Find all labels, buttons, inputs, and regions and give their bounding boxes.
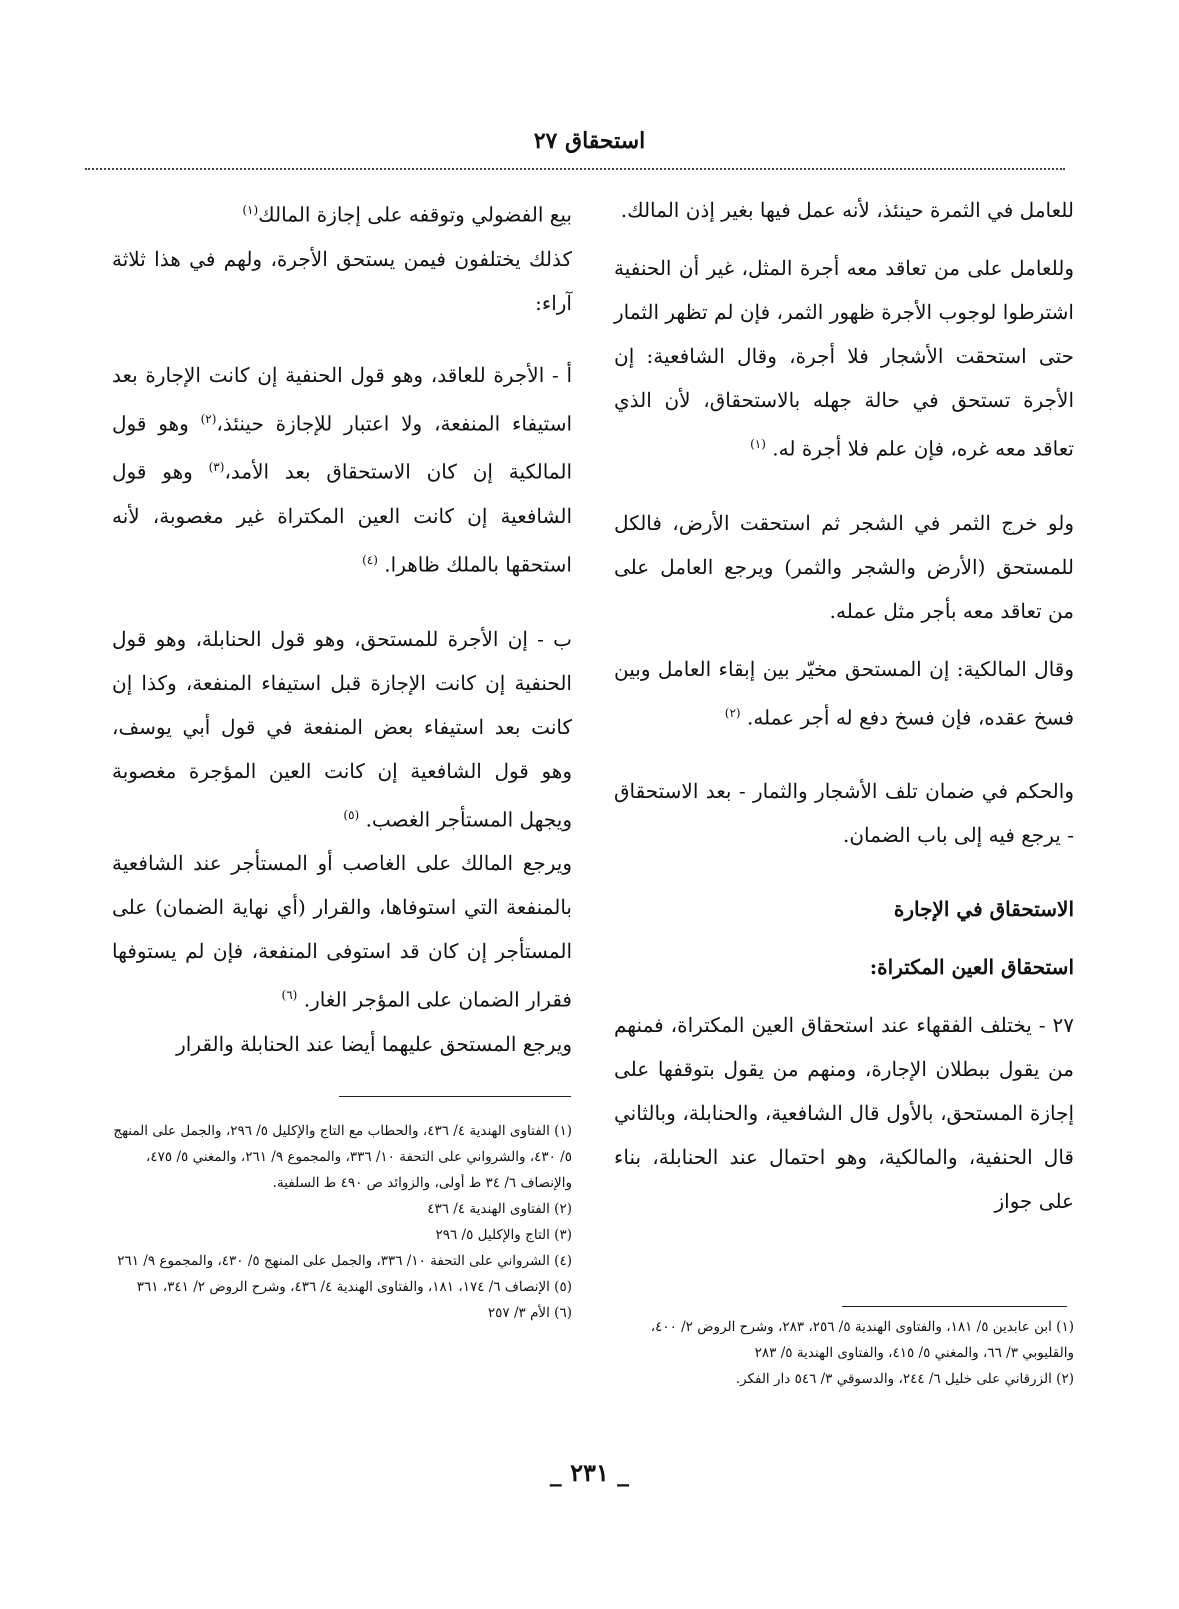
footnote-separator-left — [339, 1096, 571, 1097]
paragraph: أ - الأجرة للعاقد، وهو قول الحنفية إن كانت الإجارة بعد استيفاء المنفعة، ولا اعتبار للإجازة حينئذ،$^{(٢)}$ وهو قول المالكية إن كان الاستحقاق بعد الأمد،$^{(٣)}$ وهو قول الشافعية إن كانت العين المكتراة غير مغصوبة، لأنه استحقها بالملك ظاهرا. $^{(٤)}$ — [112, 362, 573, 577]
footnote: (٥) الإنصاف ٦/ ١٧٤، ١٨١، والفتاوى الهندية ٤/ ٤٣٦، وشرح الروض ٢/ ٣٤١، ٣٦١ — [136, 1279, 572, 1295]
footnote: (٤) الشرواني على التحفة ١٠/ ٣٣٦، والجمل على المنهج ٥/ ٤٣٠، والمجموع ٩/ ٢٦١ — [117, 1253, 572, 1269]
section-heading: الاستحقاق في الإجارة — [893, 897, 1074, 922]
footnote-ref: (١) — [750, 437, 766, 451]
footnote-ref: (٥) — [343, 807, 360, 822]
paragraph: ولو خرج الثمر في الشجر ثم استحقت الأرض، فالكل للمستحق (الأرض والشجر والثمر) ويرجع العامل على من تعاقد معه بأجر مثل عمله. — [614, 510, 1074, 623]
paragraph: للعامل في الثمرة حينئذ، لأنه عمل فيها بغير إذن المالك. — [620, 198, 1074, 222]
subsection-heading: استحقاق العين المكتراة: — [869, 955, 1074, 980]
paragraph: والحكم في ضمان تلف الأشجار والثمار - بعد الاستحقاق - يرجع فيه إلى باب الضمان. — [614, 779, 1074, 848]
paragraph: ٢٧ - يختلف الفقهاء عند استحقاق العين المكتراة، فمنهم من يقول ببطلان الإجارة، ومنهم من يقول بتوقفها على إجازة المستحق، بالأول قال الشافعية، والحنابلة، وبالثاني قال الحنفية، والمالكية، وهو احتمال عند الحنابلة، بناء على جواز — [614, 1013, 1074, 1214]
footnote-ref: (٦) — [281, 988, 298, 1003]
footnote: (٣) التاج والإكليل ٥/ ٢٩٦ — [435, 1227, 572, 1243]
footnote: (٢) الزرقاني على خليل ٦/ ٢٤٤، والدسوقي ٣/ ٥٤٦ دار الفكر. — [735, 1371, 1074, 1387]
paragraph: وقال المالكية: إن المستحق مخيّر بين إبقاء العامل وبين فسخ عقده، فإن فسخ دفع له أجر عمله. $^{(٢)}$ — [614, 656, 1074, 730]
paragraph: ويرجع المستحق عليهما أيضا عند الحنابلة والقرار — [176, 1031, 572, 1056]
paragraph: ب - إن الأجرة للمستحق، وهو قول الحنابلة، وهو قول الحنفية إن كانت الإجازة قبل استيفاء المنفعة، وكذا إن كانت بعد استيفاء بعض المنفعة في قول أبي يوسف، وهو قول الشافعية إن كانت العين المؤجرة مغصوبة ويجهل المستأجر الغصب. $^{(٥)}$ — [112, 626, 573, 832]
footnote-ref: (٤) — [362, 552, 378, 567]
footnote-ref: (٢) — [724, 705, 741, 720]
footnote: (٢) الفتاوى الهندية ٤/ ٤٣٦ — [427, 1201, 572, 1217]
page-header-title: استحقاق ٢٧ — [533, 128, 646, 154]
footnote: (١) ابن عابدين ٥/ ١٨١، والفتاوى الهندية ٥/ ٢٥٦، ٢٨٣، وشرح الروض ٢/ ٤٠٠، والقليوبي ٣/ ٦٦، والمغني ٥/ ٤١٥، والفتاوى الهندية ٥/ ٢٨٣ — [650, 1319, 1074, 1361]
footnote-ref: (٣) — [208, 460, 225, 475]
footnote-ref: (٢) — [200, 411, 217, 426]
paragraph: بيع الفضولي وتوقفه على إجازة المالك$^{(١)}$ — [242, 202, 572, 227]
page-number: _ ٢٣١ _ — [549, 1458, 630, 1487]
left-column — [112, 188, 572, 1278]
footnotes-right — [614, 1314, 1074, 1392]
paragraph: وللعامل على من تعاقد معه أجرة المثل، غير أن الحنفية اشترطوا لوجوب الأجرة ظهور الثمر، فإن لم تظهر الثمار حتى استحقت الأشجار فلا أجرة، وقال الشافعية: إن الأجرة تستحق في حالة جهله بالاستحقاق، لأن الذي تعاقد معه غره، فإن علم فلا أجرة له. $^{(١)}$ — [614, 256, 1074, 461]
footnote: (٦) الأم ٣/ ٢٥٧ — [487, 1305, 572, 1321]
footnote-separator-right — [842, 1306, 1067, 1307]
footnotes-left — [112, 1118, 572, 1326]
right-column — [614, 188, 1074, 1278]
footnote: (١) الفتاوى الهندية ٤/ ٤٣٦، والحطاب مع التاج والإكليل ٥/ ٢٩٦، والجمل على المنهج ٥/ ٤٣٠، والشرواني على التحفة ١٠/ ٣٣٦، والمجموع ٩/ ٢٦١، والمغني ٥/ ٤٧٥، والإنصاف ٦/ ٣٤ ط أولى، والزوائد ص ٤٩٠ ط السلفية. — [113, 1123, 572, 1191]
footnote-ref: (١) — [242, 203, 259, 217]
header-dotted-rule — [85, 168, 1065, 170]
paragraph: كذلك يختلفون فيمن يستحق الأجرة، ولهم في هذا ثلاثة آراء: — [112, 246, 572, 315]
paragraph: ويرجع المالك على الغاصب أو المستأجر عند الشافعية بالمنفعة التي استوفاها، والقرار (أي نهاية الضمان) على المستأجر إن كان قد استوفى المنفعة، فإن لم يستوفها فقرار الضمان على المؤجر الغار. $^{(٦)}$ — [112, 851, 572, 1012]
